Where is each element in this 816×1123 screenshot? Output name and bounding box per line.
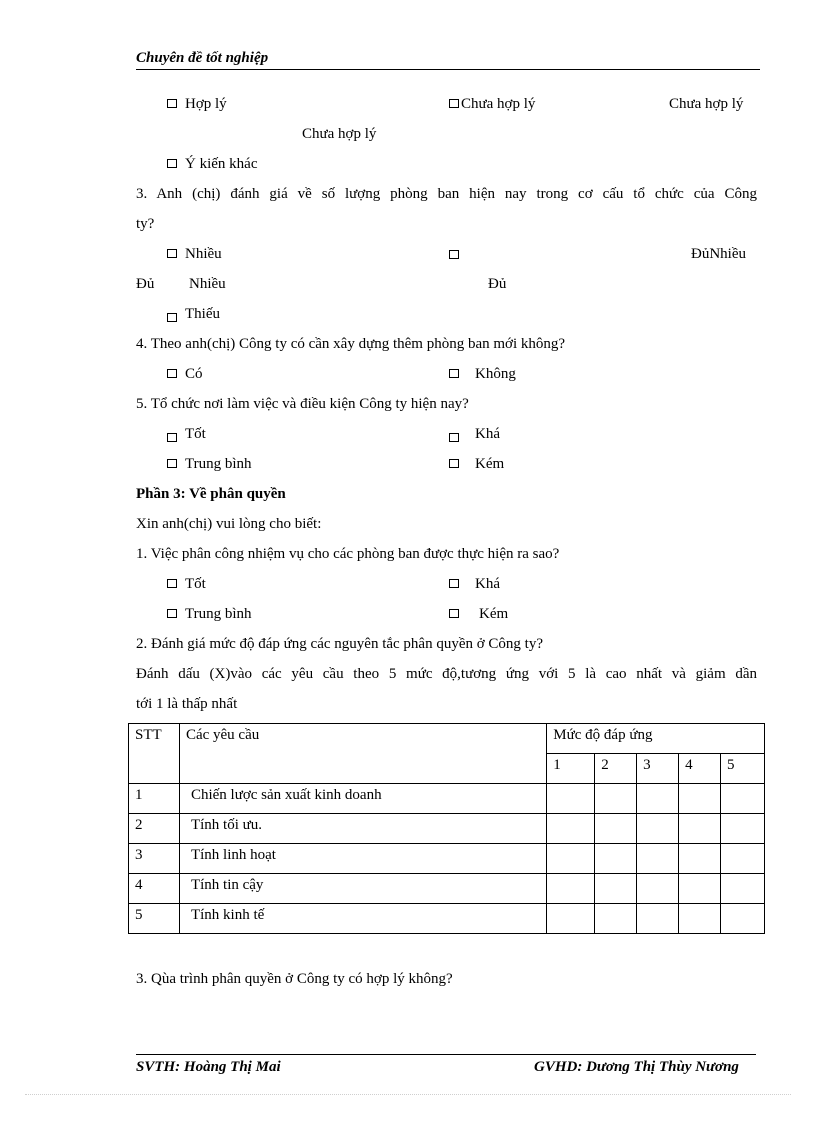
table-row xyxy=(129,814,765,844)
level-header: 5 xyxy=(721,754,765,784)
option-not-reasonable[interactable]: Chưa hợp lý xyxy=(449,97,535,112)
table-row xyxy=(129,874,765,904)
rating-cell[interactable] xyxy=(637,844,679,874)
header-rule xyxy=(136,69,760,70)
requirements-table xyxy=(128,723,765,934)
checkbox-icon xyxy=(449,609,459,618)
checkbox-icon xyxy=(167,99,177,108)
option-bad[interactable]: Kém xyxy=(449,607,508,622)
row-stt: 5 xyxy=(129,904,180,934)
row-requirement: Tính kinh tế xyxy=(179,904,546,934)
stray-text: Đủ xyxy=(488,276,507,292)
rating-cell[interactable] xyxy=(595,784,637,814)
option-fair[interactable]: Khá xyxy=(449,427,500,442)
stray-text: Nhiều xyxy=(189,276,226,292)
row-requirement: Tính tin cậy xyxy=(179,874,546,904)
option-other-opinion[interactable]: Ý kiến khác xyxy=(167,157,257,172)
rating-cell[interactable] xyxy=(679,844,721,874)
row-requirement: Tính linh hoạt xyxy=(179,844,546,874)
checkbox-icon xyxy=(167,609,177,618)
level-header: 2 xyxy=(595,754,637,784)
part-3-intro: Xin anh(chị) vui lòng cho biết: xyxy=(136,516,322,532)
stray-text: Chưa hợp lý xyxy=(669,96,744,112)
rating-cell[interactable] xyxy=(595,904,637,934)
row-stt: 4 xyxy=(129,874,180,904)
stray-text: Chưa hợp lý xyxy=(302,126,377,142)
question-5-text: 5. Tổ chức nơi làm việc và điều kiện Công ty hiện nay? xyxy=(136,396,469,412)
footer-student: SVTH: Hoàng Thị Mai xyxy=(136,1059,281,1075)
rating-cell[interactable] xyxy=(637,784,679,814)
rating-cell[interactable] xyxy=(679,814,721,844)
rating-cell[interactable] xyxy=(721,874,765,904)
option-average[interactable]: Trung bình xyxy=(167,457,252,472)
checkbox-icon xyxy=(449,579,459,588)
part-3-question-1-text: 1. Việc phân công nhiệm vụ cho các phòng ban được thực hiện ra sao? xyxy=(136,546,560,562)
option-good[interactable]: Tốt xyxy=(167,577,206,592)
level-header: 4 xyxy=(679,754,721,784)
checkbox-icon xyxy=(167,249,177,258)
header-title: Chuyên đề tốt nghiệp xyxy=(136,50,269,66)
rating-cell[interactable] xyxy=(595,814,637,844)
rating-cell[interactable] xyxy=(595,874,637,904)
stray-text: Đủ xyxy=(136,276,155,292)
checkbox-icon xyxy=(449,433,459,442)
table-header-row xyxy=(129,724,765,754)
footer-advisor: GVHD: Dương Thị Thùy Nương xyxy=(534,1059,739,1075)
column-header-requirements: Các yêu cầu xyxy=(179,724,546,784)
checkbox-icon[interactable] xyxy=(449,250,459,259)
rating-cell[interactable] xyxy=(637,904,679,934)
row-requirement: Tính tối ưu. xyxy=(179,814,546,844)
option-few[interactable]: Thiếu xyxy=(167,307,220,322)
footer-rule xyxy=(136,1054,756,1055)
row-requirement: Chiến lược sản xuất kinh doanh xyxy=(179,784,546,814)
level-header: 3 xyxy=(637,754,679,784)
option-average[interactable]: Trung bình xyxy=(167,607,252,622)
checkbox-icon xyxy=(449,99,459,108)
checkbox-icon xyxy=(167,459,177,468)
part-3-question-2-instruction: Đánh dấu (X)vào các yêu cầu theo 5 mức độ,tương ứng với 5 là cao nhất và giảm dần xyxy=(136,666,757,682)
rating-cell[interactable] xyxy=(637,814,679,844)
rating-cell[interactable] xyxy=(721,904,765,934)
checkbox-icon xyxy=(167,369,177,378)
table-row xyxy=(129,844,765,874)
option-many[interactable]: Nhiều xyxy=(167,247,222,262)
level-header: 1 xyxy=(547,754,595,784)
part-3-question-2-text: 2. Đánh giá mức độ đáp ứng các nguyên tắc phân quyền ở Công ty? xyxy=(136,636,543,652)
part-3-question-2-instruction-cont: tới 1 là thấp nhất xyxy=(136,696,238,712)
question-4-text: 4. Theo anh(chị) Công ty có cần xây dựng thêm phòng ban mới không? xyxy=(136,336,566,352)
checkbox-icon xyxy=(167,579,177,588)
rating-cell[interactable] xyxy=(547,844,595,874)
rating-cell[interactable] xyxy=(547,814,595,844)
option-yes[interactable]: Có xyxy=(167,367,203,382)
rating-cell[interactable] xyxy=(547,904,595,934)
checkbox-icon xyxy=(449,459,459,468)
question-3-text: 3. Anh (chị) đánh giá về số lượng phòng ban hiện nay trong cơ cấu tổ chức của Công xyxy=(136,186,757,202)
rating-cell[interactable] xyxy=(547,874,595,904)
rating-cell[interactable] xyxy=(595,844,637,874)
row-stt: 2 xyxy=(129,814,180,844)
checkbox-icon xyxy=(167,159,177,168)
checkbox-icon xyxy=(167,313,177,322)
checkbox-icon xyxy=(449,369,459,378)
option-fair[interactable]: Khá xyxy=(449,577,500,592)
option-reasonable[interactable]: Hợp lý xyxy=(167,97,227,112)
rating-cell[interactable] xyxy=(721,814,765,844)
column-header-level: Mức độ đáp ứng xyxy=(547,724,765,754)
stray-text: ĐủNhiều xyxy=(691,246,746,262)
option-no[interactable]: Không xyxy=(449,367,516,382)
rating-cell[interactable] xyxy=(679,904,721,934)
option-good[interactable]: Tốt xyxy=(167,427,206,442)
table-row xyxy=(129,904,765,934)
rating-cell[interactable] xyxy=(721,784,765,814)
question-3-text-cont: ty? xyxy=(136,216,155,232)
column-header-stt: STT xyxy=(129,724,180,784)
row-stt: 1 xyxy=(129,784,180,814)
rating-cell[interactable] xyxy=(637,874,679,904)
row-stt: 3 xyxy=(129,844,180,874)
rating-cell[interactable] xyxy=(721,844,765,874)
table-row xyxy=(129,784,765,814)
rating-cell[interactable] xyxy=(547,784,595,814)
part-3-heading: Phần 3: Về phân quyền xyxy=(136,486,286,502)
page-bottom-border xyxy=(25,1094,791,1095)
checkbox-icon xyxy=(167,433,177,442)
option-bad[interactable]: Kém xyxy=(449,457,504,472)
rating-cell[interactable] xyxy=(679,784,721,814)
part-3-question-3-text: 3. Qùa trình phân quyền ở Công ty có hợp lý không? xyxy=(136,971,453,987)
rating-cell[interactable] xyxy=(679,874,721,904)
